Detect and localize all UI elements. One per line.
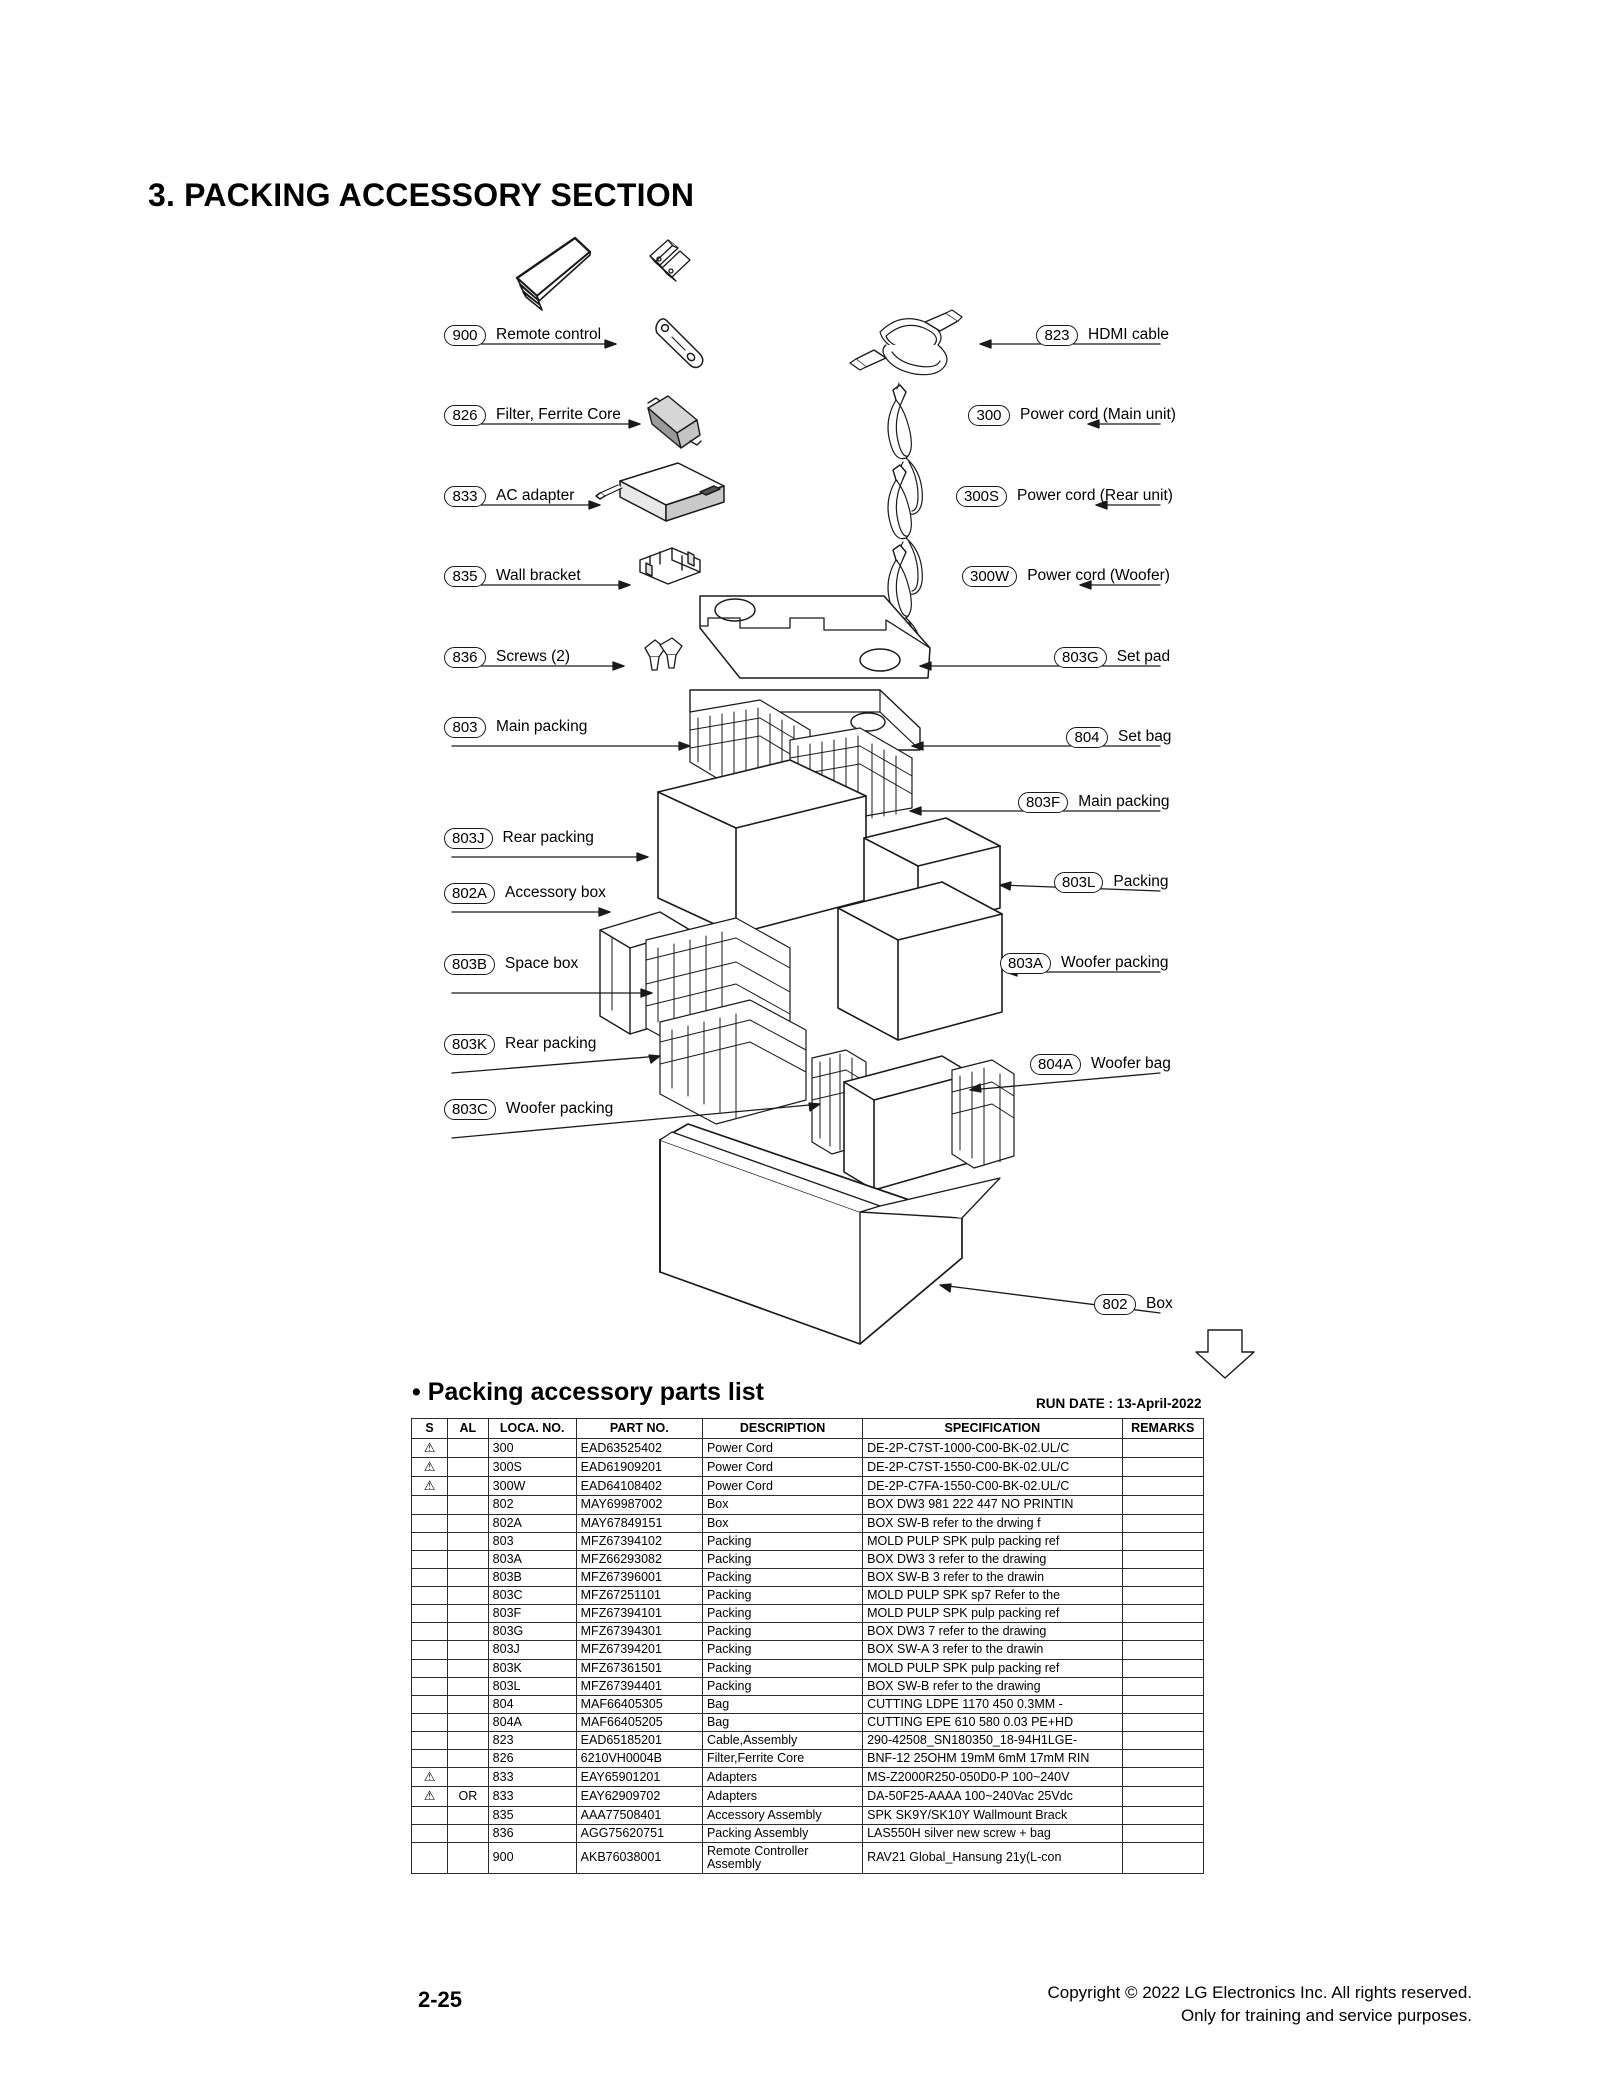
callout-804A[interactable] [1030,1053,1171,1075]
page-title: 3. PACKING ACCESSORY SECTION [148,177,695,213]
callout-ref-bubble: 833 [444,486,486,507]
manual-booklet-illustration [517,238,590,310]
cell-loca-no: 802 [488,1496,576,1514]
callout-803J[interactable] [444,827,594,849]
callout-803G[interactable] [1054,646,1170,668]
woofer-packing-box-illustration [838,882,1002,1040]
cell-part-no: EAD61909201 [576,1458,702,1477]
cell-safety [412,1532,448,1550]
table-row [412,1514,1204,1532]
cell-part-no: EAD63525402 [576,1439,702,1458]
cell-al [448,1532,489,1550]
table-row [412,1842,1204,1873]
cell-part-no: MAF66405305 [576,1695,702,1713]
cell-safety [412,1587,448,1605]
table-row [412,1713,1204,1731]
cell-remarks [1122,1641,1203,1659]
table-row [412,1458,1204,1477]
cell-al [448,1695,489,1713]
cell-remarks [1122,1824,1203,1842]
cell-remarks [1122,1623,1203,1641]
cell-specification: MOLD PULP SPK sp7 Refer to the [863,1587,1122,1605]
callout-ref-bubble: 803C [444,1099,496,1120]
cell-specification: BOX SW-A 3 refer to the drawin [863,1641,1122,1659]
table-row [412,1623,1204,1641]
table-row [412,1641,1204,1659]
cell-description: Packing [702,1568,862,1586]
cell-loca-no: 300 [488,1439,576,1458]
table-row [412,1695,1204,1713]
callout-label: Main packing [496,718,588,736]
cell-description: Packing Assembly [702,1824,862,1842]
table-row [412,1824,1204,1842]
table-row [412,1787,1204,1806]
cell-loca-no: 300S [488,1458,576,1477]
run-date-label: RUN DATE : 13-April-2022 [1036,1396,1202,1411]
cell-description: Bag [702,1695,862,1713]
callout-label: Remote control [496,326,602,344]
cell-loca-no: 836 [488,1824,576,1842]
ac-adapter-illustration [596,463,724,521]
ferrite-core-illustration [648,396,701,448]
cell-remarks [1122,1732,1203,1750]
cell-description: Power Cord [702,1439,862,1458]
cell-remarks [1122,1806,1203,1824]
callout-836[interactable] [444,646,570,668]
safety-warning-icon: ⚠ [423,1769,436,1785]
cell-safety [412,1659,448,1677]
copyright-notice [1048,1982,1473,2028]
callout-label: Filter, Ferrite Core [496,406,621,424]
callout-label: Rear packing [502,829,594,847]
callout-ref-bubble: 300 [968,405,1010,426]
callout-label: Power cord (Main unit) [1020,406,1176,424]
cell-al [448,1713,489,1731]
copyright-line-2: Only for training and service purposes. [1180,2005,1472,2025]
table-row [412,1659,1204,1677]
cell-loca-no: 826 [488,1750,576,1768]
column-header-description: DESCRIPTION [702,1419,862,1439]
cell-description: Packing [702,1532,862,1550]
cell-remarks [1122,1514,1203,1532]
callout-835[interactable] [444,565,581,587]
cell-safety [412,1514,448,1532]
callout-300[interactable] [968,404,1176,426]
cell-part-no: MFZ67394101 [576,1605,702,1623]
hdmi-cable-illustration [850,310,962,375]
cell-specification: MS-Z2000R250-050D0-P 100~240V [863,1768,1122,1787]
callout-803F[interactable] [1018,791,1170,813]
cell-al [448,1768,489,1787]
cell-safety [412,1677,448,1695]
cell-description: Power Cord [702,1477,862,1496]
cell-remarks [1122,1587,1203,1605]
cell-loca-no: 803L [488,1677,576,1695]
cell-specification: BOX SW-B refer to the drawing [863,1677,1122,1695]
cell-remarks [1122,1550,1203,1568]
cell-description: Filter,Ferrite Core [702,1750,862,1768]
callout-ref-bubble: 300W [962,566,1017,587]
table-row [412,1532,1204,1550]
cell-al [448,1477,489,1496]
cell-part-no: 6210VH0004B [576,1750,702,1768]
cell-loca-no: 803A [488,1550,576,1568]
cell-safety [412,1641,448,1659]
callout-823[interactable] [1036,324,1169,346]
cell-loca-no: 300W [488,1477,576,1496]
cell-al [448,1824,489,1842]
cell-safety [412,1713,448,1731]
table-header-row [412,1419,1204,1439]
callout-label: Power cord (Rear unit) [1017,487,1173,505]
callout-ref-bubble: 803F [1018,792,1068,813]
cell-part-no: MFZ67394301 [576,1623,702,1641]
remote-control-illustration [656,319,703,368]
page-number: 2-25 [417,1987,463,2012]
callout-label: Space box [505,955,579,973]
cell-part-no: AAA77508401 [576,1806,702,1824]
cell-al [448,1623,489,1641]
cell-loca-no: 803B [488,1568,576,1586]
cell-specification: BOX SW-B 3 refer to the drawin [863,1568,1122,1586]
cell-loca-no: 803C [488,1587,576,1605]
wall-bracket-illustration [640,548,700,584]
cell-safety [412,1568,448,1586]
callout-label: Woofer packing [1061,954,1169,972]
rear-packing-box-illustration [658,760,866,934]
cell-safety [412,1496,448,1514]
cell-part-no: EAD64108402 [576,1477,702,1496]
callout-300W[interactable] [962,565,1170,587]
cell-specification: DE-2P-C7ST-1000-C00-BK-02.UL/C [863,1439,1122,1458]
cell-part-no: AGG75620751 [576,1824,702,1842]
callout-label: Main packing [1078,793,1170,811]
callout-ref-bubble: 804A [1030,1054,1081,1075]
cell-description: Accessory Assembly [702,1806,862,1824]
cell-loca-no: 803J [488,1641,576,1659]
table-row [412,1605,1204,1623]
set-pad-illustration [700,596,930,678]
callout-ref-bubble: 803 [444,717,486,738]
cell-specification: MOLD PULP SPK pulp packing ref [863,1532,1122,1550]
cell-loca-no: 804 [488,1695,576,1713]
cell-specification: MOLD PULP SPK pulp packing ref [863,1659,1122,1677]
cell-part-no: MFZ67396001 [576,1568,702,1586]
callout-label: AC adapter [496,487,575,505]
cell-specification: SPK SK9Y/SK10Y Wallmount Brack [863,1806,1122,1824]
rear-packing-803k-illustration [660,1000,806,1124]
packing-accessory-parts-table [411,1418,1204,1874]
callout-ref-bubble: 802A [444,883,495,904]
cell-safety [412,1623,448,1641]
cell-loca-no: 803G [488,1623,576,1641]
table-row [412,1550,1204,1568]
cell-description: Adapters [702,1768,862,1787]
cell-specification: LAS550H silver new screw + bag [863,1824,1122,1842]
cell-description: Box [702,1514,862,1532]
callout-900[interactable] [444,324,601,346]
assembly-down-arrow [1196,1330,1254,1378]
callout-803C[interactable] [444,1098,613,1120]
callout-label: Box [1146,1295,1173,1313]
cell-description: Packing [702,1550,862,1568]
callout-802A[interactable] [444,882,606,904]
callout-803L[interactable] [1054,871,1169,893]
cell-remarks [1122,1842,1203,1873]
cell-loca-no: 835 [488,1806,576,1824]
cell-loca-no: 802A [488,1514,576,1532]
cell-specification: BOX DW3 3 refer to the drawing [863,1550,1122,1568]
cell-al [448,1750,489,1768]
cell-part-no: MFZ67394401 [576,1677,702,1695]
table-row [412,1477,1204,1496]
callout-803B[interactable] [444,953,578,975]
table-row [412,1496,1204,1514]
cell-loca-no: 803K [488,1659,576,1677]
callout-300S[interactable] [956,485,1173,507]
callout-ref-bubble: 826 [444,405,486,426]
column-header-specification: SPECIFICATION [863,1419,1122,1439]
cell-safety [412,1695,448,1713]
callout-ref-bubble: 803J [444,828,493,849]
cell-remarks [1122,1458,1203,1477]
cell-specification: BOX SW-B refer to the drwing f [863,1514,1122,1532]
cell-safety [412,1477,448,1496]
cell-loca-no: 823 [488,1732,576,1750]
callout-826[interactable] [444,404,621,426]
cell-loca-no: 833 [488,1768,576,1787]
cell-al [448,1806,489,1824]
cell-remarks [1122,1713,1203,1731]
cell-part-no: MFZ67394201 [576,1641,702,1659]
callout-ref-bubble: 300S [956,486,1007,507]
cell-al [448,1550,489,1568]
cell-safety [412,1842,448,1873]
callout-803[interactable] [444,716,587,738]
cell-safety [412,1750,448,1768]
cell-specification: BNF-12 25OHM 19mM 6mM 17mM RIN [863,1750,1122,1768]
cell-remarks [1122,1787,1203,1806]
callout-label: Accessory box [505,884,606,902]
cell-loca-no: 803F [488,1605,576,1623]
callout-ref-bubble: 835 [444,566,486,587]
cell-safety [412,1732,448,1750]
column-header-remarks: REMARKS [1122,1419,1203,1439]
callout-label: Rear packing [505,1035,597,1053]
cell-al [448,1587,489,1605]
callout-label: HDMI cable [1088,326,1169,344]
cell-description: Packing [702,1623,862,1641]
cell-al: OR [448,1787,489,1806]
cell-safety [412,1550,448,1568]
cell-remarks [1122,1477,1203,1496]
cell-part-no: EAD65185201 [576,1732,702,1750]
cell-al [448,1677,489,1695]
callout-833[interactable] [444,485,574,507]
cell-description: Packing [702,1605,862,1623]
callout-ref-bubble: 803G [1054,647,1107,668]
column-header-loca-no: LOCA. NO. [488,1419,576,1439]
cell-al [448,1732,489,1750]
table-row [412,1587,1204,1605]
table-row [412,1439,1204,1458]
callout-802[interactable] [1094,1293,1173,1315]
cell-specification: 290-42508_SN180350_18-94H1LGE- [863,1732,1122,1750]
cell-description: Box [702,1496,862,1514]
cell-specification: DE-2P-C7ST-1550-C00-BK-02.UL/C [863,1458,1122,1477]
cell-al [448,1458,489,1477]
cell-safety [412,1439,448,1458]
table-row [412,1677,1204,1695]
cell-al [448,1659,489,1677]
table-row [412,1768,1204,1787]
cell-part-no: MFZ67394102 [576,1532,702,1550]
callout-ref-bubble: 803B [444,954,495,975]
cell-al [448,1641,489,1659]
callout-804[interactable] [1066,726,1171,748]
cell-part-no: MFZ66293082 [576,1550,702,1568]
cell-al [448,1568,489,1586]
cell-specification: CUTTING LDPE 1170 450 0.3MM - [863,1695,1122,1713]
cell-al [448,1439,489,1458]
callout-label: Screws (2) [496,648,571,666]
cell-description: Power Cord [702,1458,862,1477]
callout-803K[interactable] [444,1033,596,1055]
cell-loca-no: 804A [488,1713,576,1731]
cell-part-no: MFZ67361501 [576,1659,702,1677]
cell-safety [412,1768,448,1787]
cell-part-no: EAY65901201 [576,1768,702,1787]
cell-loca-no: 803 [488,1532,576,1550]
table-row [412,1806,1204,1824]
cell-safety [412,1458,448,1477]
cell-description: Packing [702,1587,862,1605]
cell-al [448,1605,489,1623]
cell-description: Remote Controller Assembly [702,1842,862,1873]
callout-ref-bubble: 803A [1000,953,1051,974]
column-header-s: S [412,1419,448,1439]
callout-ref-bubble: 804 [1066,727,1108,748]
cell-specification: RAV21 Global_Hansung 21y(L-con [863,1842,1122,1873]
cell-remarks [1122,1750,1203,1768]
callout-ref-bubble: 803L [1054,872,1103,893]
table-row [412,1732,1204,1750]
cell-remarks [1122,1659,1203,1677]
cell-specification: MOLD PULP SPK pulp packing ref [863,1605,1122,1623]
callout-label: Set pad [1116,648,1171,666]
cell-specification: DA-50F25-AAAA 100~240Vac 25Vdc [863,1787,1122,1806]
callout-ref-bubble: 803K [444,1034,495,1055]
cell-part-no: MFZ67251101 [576,1587,702,1605]
cell-description: Packing [702,1641,862,1659]
cell-safety [412,1824,448,1842]
safety-warning-icon: ⚠ [423,1788,436,1804]
batteries-illustration [650,240,690,281]
cell-specification: BOX DW3 981 222 447 NO PRINTIN [863,1496,1122,1514]
callout-ref-bubble: 900 [444,325,486,346]
cell-remarks [1122,1496,1203,1514]
cell-part-no: MAY69987002 [576,1496,702,1514]
cell-description: Packing [702,1677,862,1695]
cell-part-no: MAY67849151 [576,1514,702,1532]
safety-warning-icon: ⚠ [423,1478,436,1494]
callout-label: Wall bracket [496,567,581,585]
cell-description: Bag [702,1713,862,1731]
cell-specification: DE-2P-C7FA-1550-C00-BK-02.UL/C [863,1477,1122,1496]
callout-label: Woofer bag [1091,1055,1171,1073]
callout-803A[interactable] [1000,952,1168,974]
table-row [412,1750,1204,1768]
cell-safety [412,1605,448,1623]
cell-description: Adapters [702,1787,862,1806]
cell-remarks [1122,1677,1203,1695]
cell-safety [412,1806,448,1824]
copyright-line-1: Copyright © 2022 LG Electronics Inc. All rights reserved. [1047,1983,1472,2002]
cell-remarks [1122,1532,1203,1550]
table-row [412,1568,1204,1586]
column-header-part-no: PART NO. [576,1419,702,1439]
callout-label: Set bag [1118,728,1172,746]
screws-illustration [645,638,682,670]
cell-remarks [1122,1568,1203,1586]
cell-remarks [1122,1605,1203,1623]
callout-ref-bubble: 823 [1036,325,1078,346]
cell-al [448,1514,489,1532]
cell-remarks [1122,1695,1203,1713]
column-header-al: AL [448,1419,489,1439]
cell-safety [412,1787,448,1806]
safety-warning-icon: ⚠ [423,1459,436,1475]
cell-specification: BOX DW3 7 refer to the drawing [863,1623,1122,1641]
cell-loca-no: 833 [488,1787,576,1806]
callout-label: Packing [1113,873,1169,891]
safety-warning-icon: ⚠ [423,1440,436,1455]
cell-part-no: AKB76038001 [576,1842,702,1873]
callout-ref-bubble: 836 [444,647,486,668]
callout-label: Power cord (Woofer) [1027,567,1170,585]
woofer-packing-right-illustration [952,1060,1014,1168]
cell-al [448,1842,489,1873]
callout-ref-bubble: 802 [1094,1294,1136,1315]
cell-loca-no: 900 [488,1842,576,1873]
cell-al [448,1496,489,1514]
cell-description: Cable,Assembly [702,1732,862,1750]
cell-remarks [1122,1768,1203,1787]
cell-remarks [1122,1439,1203,1458]
parts-list-title: • Packing accessory parts list [412,1378,764,1406]
cell-part-no: EAY62909702 [576,1787,702,1806]
callout-label: Woofer packing [505,1100,614,1118]
cell-description: Packing [702,1659,862,1677]
cell-part-no: MAF66405205 [576,1713,702,1731]
cell-specification: CUTTING EPE 610 580 0.03 PE+HD [863,1713,1122,1731]
